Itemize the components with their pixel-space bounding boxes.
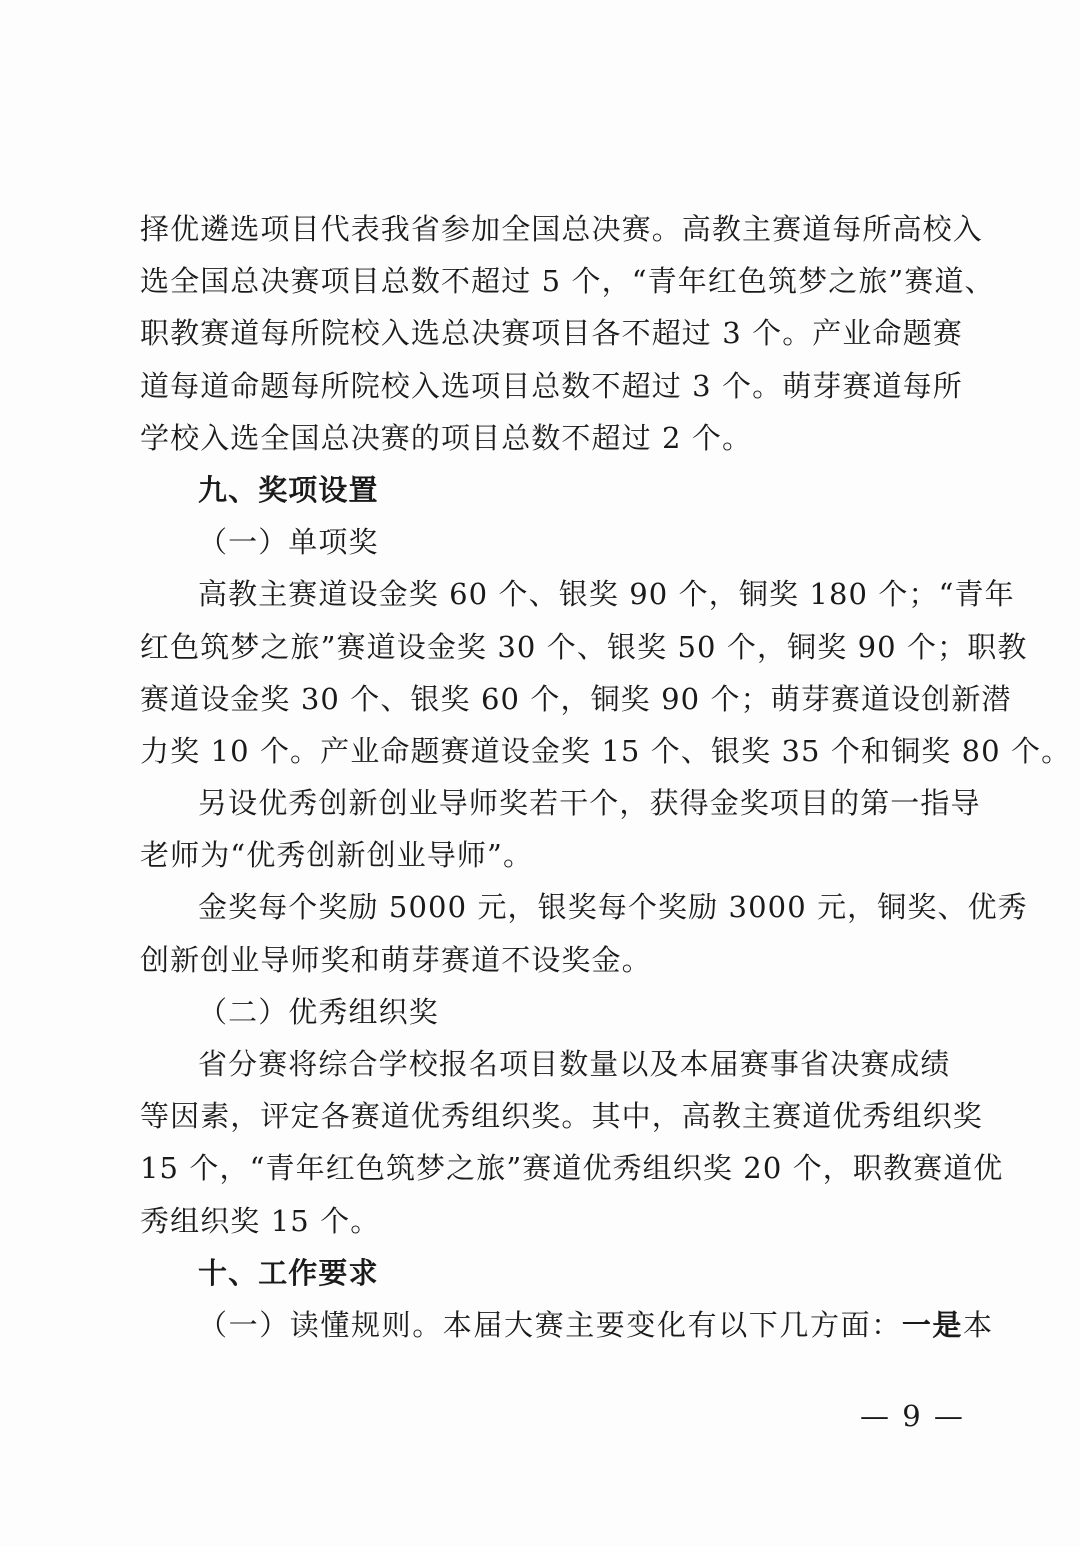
body-text [140,203,1072,1351]
paragraph-prize-money [140,881,1028,985]
text-line: 择优遴选项目代表我省参加全国总决赛。高教主赛道每所高校入 [140,212,983,246]
text-line: 赛道设金奖 30 个、银奖 60 个，铜奖 90 个；萌芽赛道设创新潜 [140,681,1012,716]
text-line: 高教主赛道设金奖 60 个、银奖 90 个，铜奖 180 个；“青年 [198,577,1015,612]
paragraph-award-quotas [140,568,1072,777]
text-line: 学校入选全国总决赛的项目总数不超过 2 个。 [140,420,753,455]
rules-emphasis: 一是 [901,1307,964,1342]
section-heading-awards: 九、奖项设置 [198,472,379,507]
text-line-rules [140,1299,994,1351]
subsection-heading-individual-awards: （一）单项奖 [198,525,379,560]
text-line: 道每道命题每所院校入选项目总数不超过 3 个。萌芽赛道每所 [140,368,963,403]
text-line: 选全国总决赛项目总数不超过 5 个，“青年红色筑梦之旅”赛道、 [140,264,995,299]
text-line: 省分赛将综合学校报名项目数量以及本届赛事省决赛成绩 [198,1047,951,1081]
text-line: 创新创业导师奖和萌芽赛道不设奖金。 [140,942,652,977]
paragraph-organization-award [140,1038,1004,1247]
text-line: 金奖每个奖励 5000 元，银奖每个奖励 3000 元，铜奖、优秀 [198,890,1028,925]
section-heading-work-requirements: 十、工作要求 [198,1255,379,1290]
rules-text-tail: 本 [963,1307,994,1342]
text-line: 另设优秀创新创业导师奖若干个，获得金奖项目的第一指导 [198,786,981,821]
text-line: 职教赛道每所院校入选总决赛项目各不超过 3 个。产业命题赛 [140,316,963,351]
text-line: 力奖 10 个。产业命题赛道设金奖 15 个、银奖 35 个和铜奖 80 个。 [140,733,1072,768]
paragraph-selection [140,203,995,464]
text-line: 红色筑梦之旅”赛道设金奖 30 个、银奖 50 个，铜奖 90 个；职教 [140,629,1028,664]
text-line: 老师为“优秀创新创业导师”。 [140,838,534,873]
subsection-heading-organization-award: （二）优秀组织奖 [198,994,439,1029]
text-line: 等因素，评定各赛道优秀组织奖。其中，高教主赛道优秀组织奖 [140,1099,983,1134]
text-line: 秀组织奖 15 个。 [140,1203,381,1238]
page-number: — 9 — [860,1399,965,1433]
text-line: 15 个，“青年红色筑梦之旅”赛道优秀组织奖 20 个，职教赛道优 [140,1151,1004,1186]
paragraph-mentor-award [140,777,981,881]
rules-text: （一）读懂规则。本届大赛主要变化有以下几方面： [198,1307,902,1342]
